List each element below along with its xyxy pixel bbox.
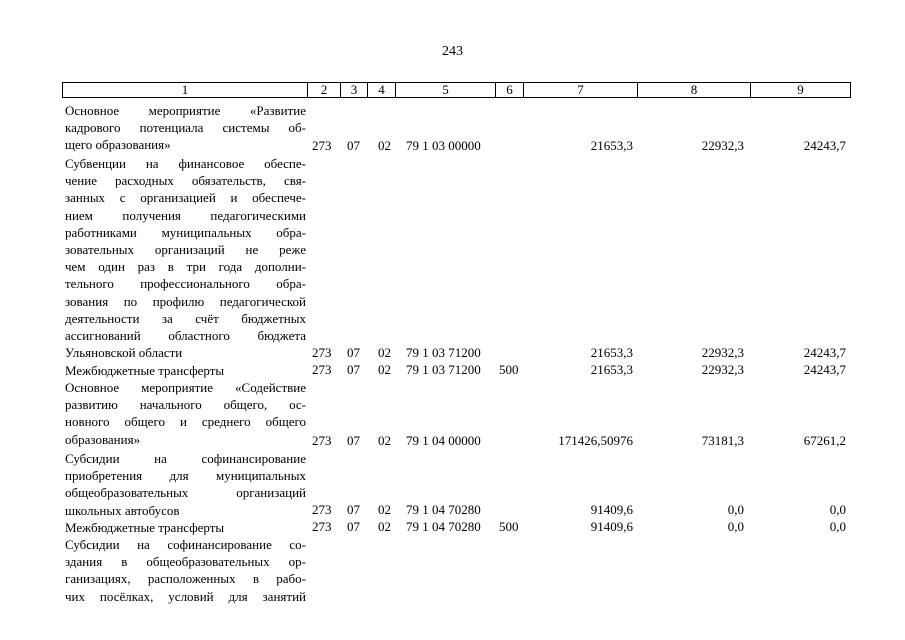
cell-target-item: 79 1 03 71200 [406,362,481,377]
cell-ministry-code: 273 [312,362,332,377]
row-description [65,519,306,536]
desc-line: Межбюджетные трансферты [65,520,225,535]
desc-line: чем один раз в три года дополни- [65,259,306,275]
desc-line: зования по профилю педагогической [65,293,306,309]
cell-amount-col7: 171426,50976 [558,433,633,448]
cell-amount-col9: 24243,7 [803,138,846,153]
cell-target-item: 79 1 03 00000 [406,138,481,153]
cell-ministry-code: 273 [312,519,332,534]
desc-line: Субсидии на софинансирование со- [65,537,306,552]
desc-line: зовательных организаций не реже [65,241,306,257]
header-col-8: 8 [637,82,751,98]
cell-amount-col7: 91409,6 [590,519,633,534]
desc-line: нием получения педагогическими [65,207,306,223]
desc-line: работниками муниципальных обра- [65,224,306,240]
cell-amount-col9: 24243,7 [803,345,846,360]
header-col-1: 1 [62,82,308,98]
desc-line: Субвенции на финансовое обеспе- [65,156,306,171]
cell-section: 07 [347,345,360,360]
desc-line: новного общего и среднего общего [65,414,306,430]
page-number: 243 [442,44,463,59]
cell-amount-col9: 0,0 [829,519,846,534]
header-col-5: 5 [395,82,496,98]
row-description [65,155,306,361]
cell-amount-col9: 0,0 [829,502,846,517]
cell-target-item: 79 1 03 71200 [406,345,481,360]
cell-target-item: 79 1 04 00000 [406,433,481,448]
cell-section: 07 [347,362,360,377]
desc-line: ассигнований областного бюджета [65,327,306,343]
desc-line: деятельности за счёт бюджетных [65,310,306,326]
cell-subsection: 02 [378,519,391,534]
row-description [65,362,306,379]
row-description [65,536,306,605]
header-col-9: 9 [750,82,851,98]
cell-section: 07 [347,502,360,517]
cell-ministry-code: 273 [312,138,332,153]
cell-amount-col7: 21653,3 [590,362,633,377]
cell-expense-type: 500 [499,519,519,534]
desc-line: щего образования» [65,137,171,153]
desc-line: образования» [65,431,141,447]
desc-line: Субсидии на софинансирование [65,451,306,466]
cell-subsection: 02 [378,362,391,377]
desc-line: Основное мероприятие «Содействие [65,380,306,395]
cell-amount-col8: 22932,3 [701,138,744,153]
cell-amount-col8: 0,0 [727,502,744,517]
desc-line: общеобразовательных организаций [65,485,306,501]
cell-subsection: 02 [378,138,391,153]
cell-target-item: 79 1 04 70280 [406,519,481,534]
header-col-7: 7 [523,82,638,98]
desc-line: здания в общеобразовательных ор- [65,554,306,570]
desc-line: ганизациях, расположенных в рабо- [65,571,306,587]
header-col-3: 3 [340,82,368,98]
cell-section: 07 [347,519,360,534]
cell-amount-col8: 73181,3 [701,433,744,448]
header-col-6: 6 [495,82,524,98]
desc-line: развитию начального общего, ос- [65,397,306,413]
cell-amount-col9: 67261,2 [803,433,846,448]
desc-line: приобретения для муниципальных [65,468,306,484]
cell-ministry-code: 273 [312,502,332,517]
cell-subsection: 02 [378,345,391,360]
cell-subsection: 02 [378,502,391,517]
cell-amount-col9: 24243,7 [803,362,846,377]
row-description [65,102,306,154]
row-description [65,450,306,519]
desc-line: кадрового потенциала системы об- [65,120,306,136]
cell-ministry-code: 273 [312,345,332,360]
cell-amount-col8: 22932,3 [701,362,744,377]
cell-amount-col7: 21653,3 [590,138,633,153]
cell-amount-col7: 21653,3 [590,345,633,360]
desc-line: школьных автобусов [65,502,180,518]
cell-subsection: 02 [378,433,391,448]
row-description [65,379,306,448]
desc-line: Межбюджетные трансферты [65,363,225,378]
cell-amount-col8: 22932,3 [701,345,744,360]
cell-target-item: 79 1 04 70280 [406,502,481,517]
cell-ministry-code: 273 [312,433,332,448]
desc-line: Основное мероприятие «Развитие [65,103,306,118]
desc-line: чение расходных обязательств, свя- [65,173,306,189]
desc-line: чих посёлках, условий для занятий [65,588,306,604]
desc-line: занных с организацией и обеспече- [65,190,306,206]
cell-section: 07 [347,433,360,448]
desc-line: Ульяновской области [65,345,183,361]
desc-line: тельного профессионального обра- [65,276,306,292]
header-col-4: 4 [367,82,396,98]
cell-amount-col8: 0,0 [727,519,744,534]
cell-section: 07 [347,138,360,153]
cell-amount-col7: 91409,6 [590,502,633,517]
cell-expense-type: 500 [499,362,519,377]
header-col-2: 2 [307,82,341,98]
